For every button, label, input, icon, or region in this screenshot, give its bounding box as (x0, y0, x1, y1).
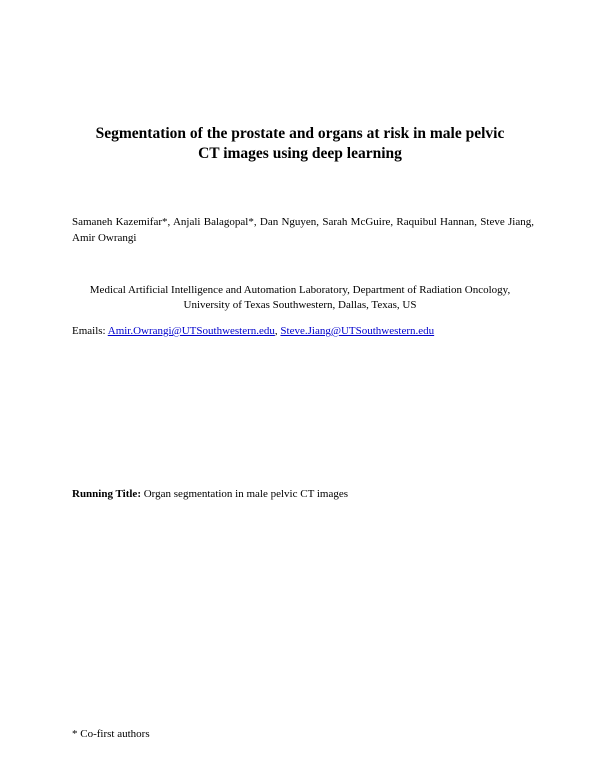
email-link-owrangi[interactable]: Amir.Owrangi@UTSouthwestern.edu (107, 325, 275, 337)
email-link-jiang[interactable]: Steve.Jiang@UTSouthwestern.edu (280, 325, 435, 337)
email-line (72, 323, 434, 339)
affiliation-line-2: University of Texas Southwestern, Dallas, Texas, US (183, 299, 417, 311)
title-line-1: Segmentation of the prostate and organs at risk in male pelvic (95, 125, 505, 142)
email-separator: , (274, 325, 281, 337)
running-title-text: Organ segmentation in male pelvic CT images (140, 488, 349, 500)
affiliation (60, 283, 540, 313)
emails-label: Emails: (72, 325, 108, 337)
title-line-2: CT images using deep learning (198, 145, 402, 162)
author-list: Samaneh Kazemifar*, Anjali Balagopal*, Dan Nguyen, Sarah McGuire, Raquibul Hannan, Steve Jiang, Amir Owrangi (72, 216, 534, 244)
co-first-footnote: * Co-first authors (72, 728, 150, 740)
running-title-label: Running Title: (72, 488, 141, 500)
affiliation-line-1: Medical Artificial Intelligence and Automation Laboratory, Department of Radiation Oncology, (89, 284, 511, 296)
paper-title (60, 124, 540, 164)
running-title (72, 486, 348, 502)
